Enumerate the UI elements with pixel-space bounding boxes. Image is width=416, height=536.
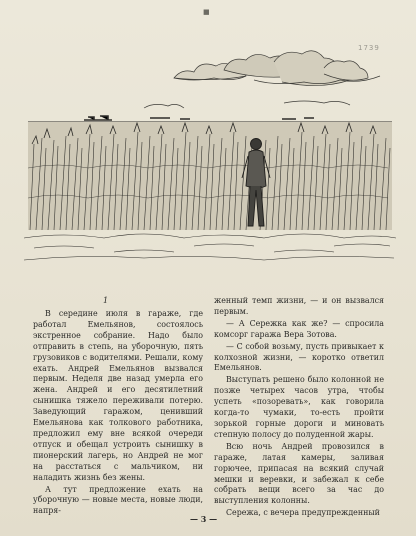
chapter-number: 1	[103, 296, 109, 305]
page-number: — 3 —	[190, 514, 218, 524]
paragraph: Сережа, с вечера предупрежденный	[226, 508, 380, 518]
paragraph: Выступать решено было колонной не позже четырех часов утра, чтобы успеть «позоревать», как говорила когда-то чумаки, то-есть пройти зорькой горные дороги и миновать степную полосу до полуденной жары.	[214, 375, 384, 439]
clouds	[144, 51, 380, 108]
paragraph: женный темп жизни, — и он вызвался первым.	[214, 296, 384, 316]
corner-mark: ■	[203, 8, 210, 16]
right-column	[214, 296, 384, 519]
horizon	[28, 116, 392, 122]
left-column	[33, 309, 203, 517]
library-stamp: 1739	[358, 44, 380, 52]
wheat-field-illustration	[24, 48, 396, 266]
paragraph: А тут предложение ехать на уборочную — новые места, новые люди, напря-	[33, 484, 203, 516]
foreground-grass	[24, 234, 396, 260]
paragraph: В середине июля в гараже, где работал Емельянов, состоялось экстренное собрание. Надо было отправить в степь, на уборочную, пять грузовиков с водителями. Решали, кому ехать. Андрей Емельянов вызвался первым. Неделя две назад умерла его жена. Андрей и его десятилетний сынишка тяжело переживали потерю. Заведующий гаражом, ценивший Емельянова как толкового работника, предложил ему вне всякой очереди отпуск и обещал устроить сынишку в пионерский лагерь, но Андрей не мог на расстаться с мальчиком, ни наладить жизнь без жены.	[33, 309, 203, 482]
wheat-field	[28, 122, 392, 230]
paragraph: Всю ночь Андрей провозился в гараже, латая камеры, заливая горючее, припасая на всякий случай мешки и веревки, и забежал к себе собрать вещи всего за час до выступления колонны.	[214, 441, 384, 506]
paragraph: — А Сережка как же? — спросила комсорг гаража Вера Зотова.	[214, 318, 384, 339]
paragraph: — С собой возьму, пусть привыкает к колхозной жизни, — коротко ответил Емельянов.	[214, 341, 384, 373]
